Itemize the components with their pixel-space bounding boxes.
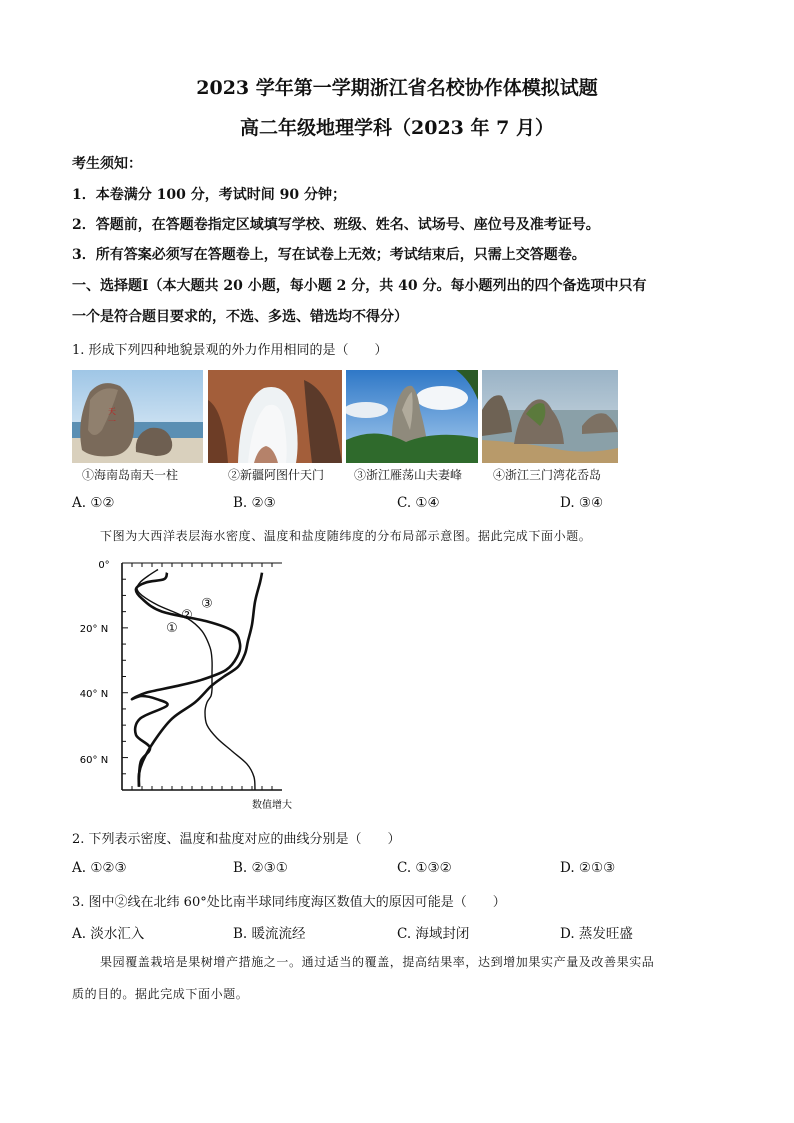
intro-orchard-line2: 质的目的。据此完成下面小题。 — [72, 987, 249, 1001]
intro-chart: 下图为大西洋表层海水密度、温度和盐度随纬度的分布局部示意图。据此完成下面小题。 — [100, 529, 592, 543]
notice-item-2: 2．答题前，在答题卷指定区域填写学校、班级、姓名、试场号、座位号及准考证号。 — [72, 217, 600, 233]
curve-label-1: ① — [166, 620, 178, 636]
q2-option-c[interactable]: C. ①③② — [397, 860, 452, 876]
q1-option-a[interactable]: A. ①② — [72, 495, 115, 511]
y-tick-label-60n: 60° N — [79, 755, 109, 766]
photo-huaaodao — [482, 370, 618, 463]
q3-option-c[interactable]: C. 海域封闭 — [397, 926, 470, 942]
curve-label-2: ② — [181, 607, 193, 623]
section-header-line2: 一个是符合题目要求的，不选、多选、错选均不得分） — [72, 309, 408, 325]
curve-2 — [132, 573, 240, 787]
q2-option-d[interactable]: D. ②①③ — [560, 860, 616, 876]
salinity-temperature-density-chart — [70, 552, 310, 814]
x-axis-label: 数值增大 — [252, 800, 292, 811]
exam-subtitle: 高二年级地理学科（2023 年 7 月） — [240, 117, 554, 139]
q3-option-b[interactable]: B. 暖流流经 — [233, 926, 306, 942]
q2-stem: 2. 下列表示密度、温度和盐度对应的曲线分别是（ ） — [72, 832, 401, 847]
notice-item-1: 1．本卷满分 100 分，考试时间 90 分钟； — [72, 187, 346, 203]
y-tick-label-0: 0° — [98, 560, 110, 571]
y-tick-label-40n: 40° N — [79, 689, 109, 700]
curve-1 — [137, 570, 255, 791]
q3-option-d[interactable]: D. 蒸发旺盛 — [560, 926, 633, 942]
svg-text:一: 一 — [108, 417, 116, 426]
caption-1: ①海南岛南天一柱 — [82, 468, 179, 482]
intro-orchard-line1: 果园覆盖栽培是果树增产措施之一。通过适当的覆盖，提高结果率，达到增加果实产量及改善果实品 — [100, 955, 655, 969]
photo-fuqifeng — [346, 370, 478, 463]
q1-stem: 1. 形成下列四种地貌景观的外力作用相同的是（ ） — [72, 343, 388, 358]
notice-heading: 考生须知： — [72, 156, 142, 172]
section-header-line1: 一、选择题Ⅰ（本大题共 20 小题，每小题 2 分，共 40 分。每小题列出的四个备选项中只有 — [72, 278, 647, 294]
curve-label-3: ③ — [201, 596, 213, 612]
photo-nantianyizhu — [72, 370, 203, 463]
q1-option-d[interactable]: D. ③④ — [560, 495, 604, 511]
photo-tianmen-arch — [208, 370, 342, 463]
y-tick-label-20n: 20° N — [79, 624, 109, 635]
q1-option-c[interactable]: C. ①④ — [397, 495, 440, 511]
q2-option-a[interactable]: A. ①②③ — [72, 860, 127, 876]
exam-title: 2023 学年第一学期浙江省名校协作体模拟试题 — [196, 77, 598, 99]
q3-stem: 3. 图中②线在北纬 60°处比南半球同纬度海区数值大的原因可能是（ ） — [72, 895, 506, 910]
q2-option-b[interactable]: B. ②③① — [233, 860, 288, 876]
q3-option-a[interactable]: A. 淡水汇入 — [72, 926, 145, 942]
caption-3: ③浙江雁荡山夫妻峰 — [354, 468, 463, 482]
caption-2: ②新疆阿图什天门 — [228, 468, 325, 482]
notice-item-3: 3．所有答案必须写在答题卷上，写在试卷上无效；考试结束后，只需上交答题卷。 — [72, 247, 586, 263]
caption-4: ④浙江三门湾花岙岛 — [493, 468, 602, 482]
q1-option-b[interactable]: B. ②③ — [233, 495, 276, 511]
svg-text:天: 天 — [108, 407, 116, 416]
